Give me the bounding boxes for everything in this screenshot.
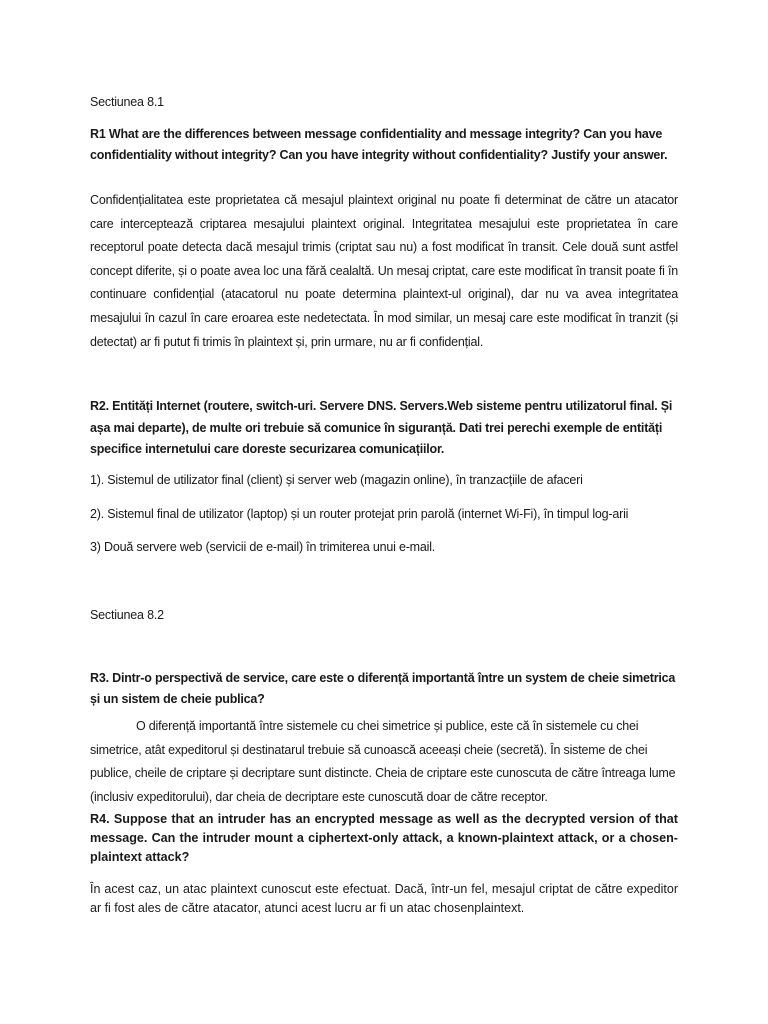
list-item-r2-3: 3) Două servere web (servicii de e-mail) în trimiterea unui e-mail. (90, 540, 436, 554)
question-r2: R2. Entități Internet (routere, switch-uri. Servere DNS. Servers.Web sisteme pentru utilizatorul final. Și așa mai departe), de multe ori trebuie să comunice în siguranță. Dati trei perechi exemple de entități specifice internetului care doreste securizarea comunicațiilor. (90, 399, 673, 456)
list-item-r2-2: 2). Sistemul final de utilizator (laptop) și un router protejat prin parolă (internet Wi-Fi), în timpul log-arii (90, 507, 629, 521)
answer-r1: Confidențialitatea este proprietatea că mesajul plaintext original nu poate fi determinat de către un atacator care interceptează criptarea mesajului plaintext original. Integritatea mesajului este proprietatea în care receptorul poate detecta dacă mesajul trimis (criptat sau nu) a fost modificat în transit. Cele două sunt astfel concept diferite, și o poate avea loc una fără cealaltă. Un mesaj criptat, care este modificat în transit poate fi în continuare confidențial (atacatorul nu poate determina plaintext-ul original), dar nu va avea integritatea mesajului în cazul în care eroarea este nedetectata. În mod similar, un mesaj care este modificat în tranzit (și detectat) ar fi putut fi trimis în plaintext și, prin urmare, nu ar fi confidențial. (90, 193, 678, 349)
question-r3: R3. Dintr-o perspectivă de service, care este o diferență importantă între un system de cheie simetrica și un sistem de cheie publica? (90, 671, 676, 706)
answer-r4: În acest caz, un atac plaintext cunoscut este efectuat. Dacă, într-un fel, mesajul criptat de către expeditor ar fi fost ales de către atacator, atunci acest lucru ar fi un atac chosenplaintext. (90, 882, 678, 915)
list-item-r2-1: 1). Sistemul de utilizator final (client) și server web (magazin online), în tranzacțiile de afaceri (90, 473, 583, 487)
question-r4: R4. Suppose that an intruder has an encrypted message as well as the decrypted version of that message. Can the intruder mount a ciphertext-only attack, a known-plaintext attack, or a chosen-plaintext attack? (90, 812, 678, 864)
question-r1: R1 What are the differences between message confidentiality and message integrity? Can you have confidentiality without integrity? Can you have integrity without confidentiality? Justify your answer. (90, 127, 668, 162)
section-heading-8-2: Sectiunea 8.2 (90, 608, 164, 622)
answer-r3: O diferență importantă între sistemele cu chei simetrice și publice, este că în sistemele cu chei simetrice, atât expeditorul și destinatarul trebuie să cunoască aceeași cheie (secretă). În sisteme de chei publice, cheile de criptare și decriptare sunt distincte. Cheia de criptare este cunoscuta de către întreaga lume (inclusiv expeditorului), dar cheia de decriptare este cunoscută doar de către receptor. (90, 719, 676, 804)
section-heading-8-1: Sectiunea 8.1 (90, 95, 164, 109)
